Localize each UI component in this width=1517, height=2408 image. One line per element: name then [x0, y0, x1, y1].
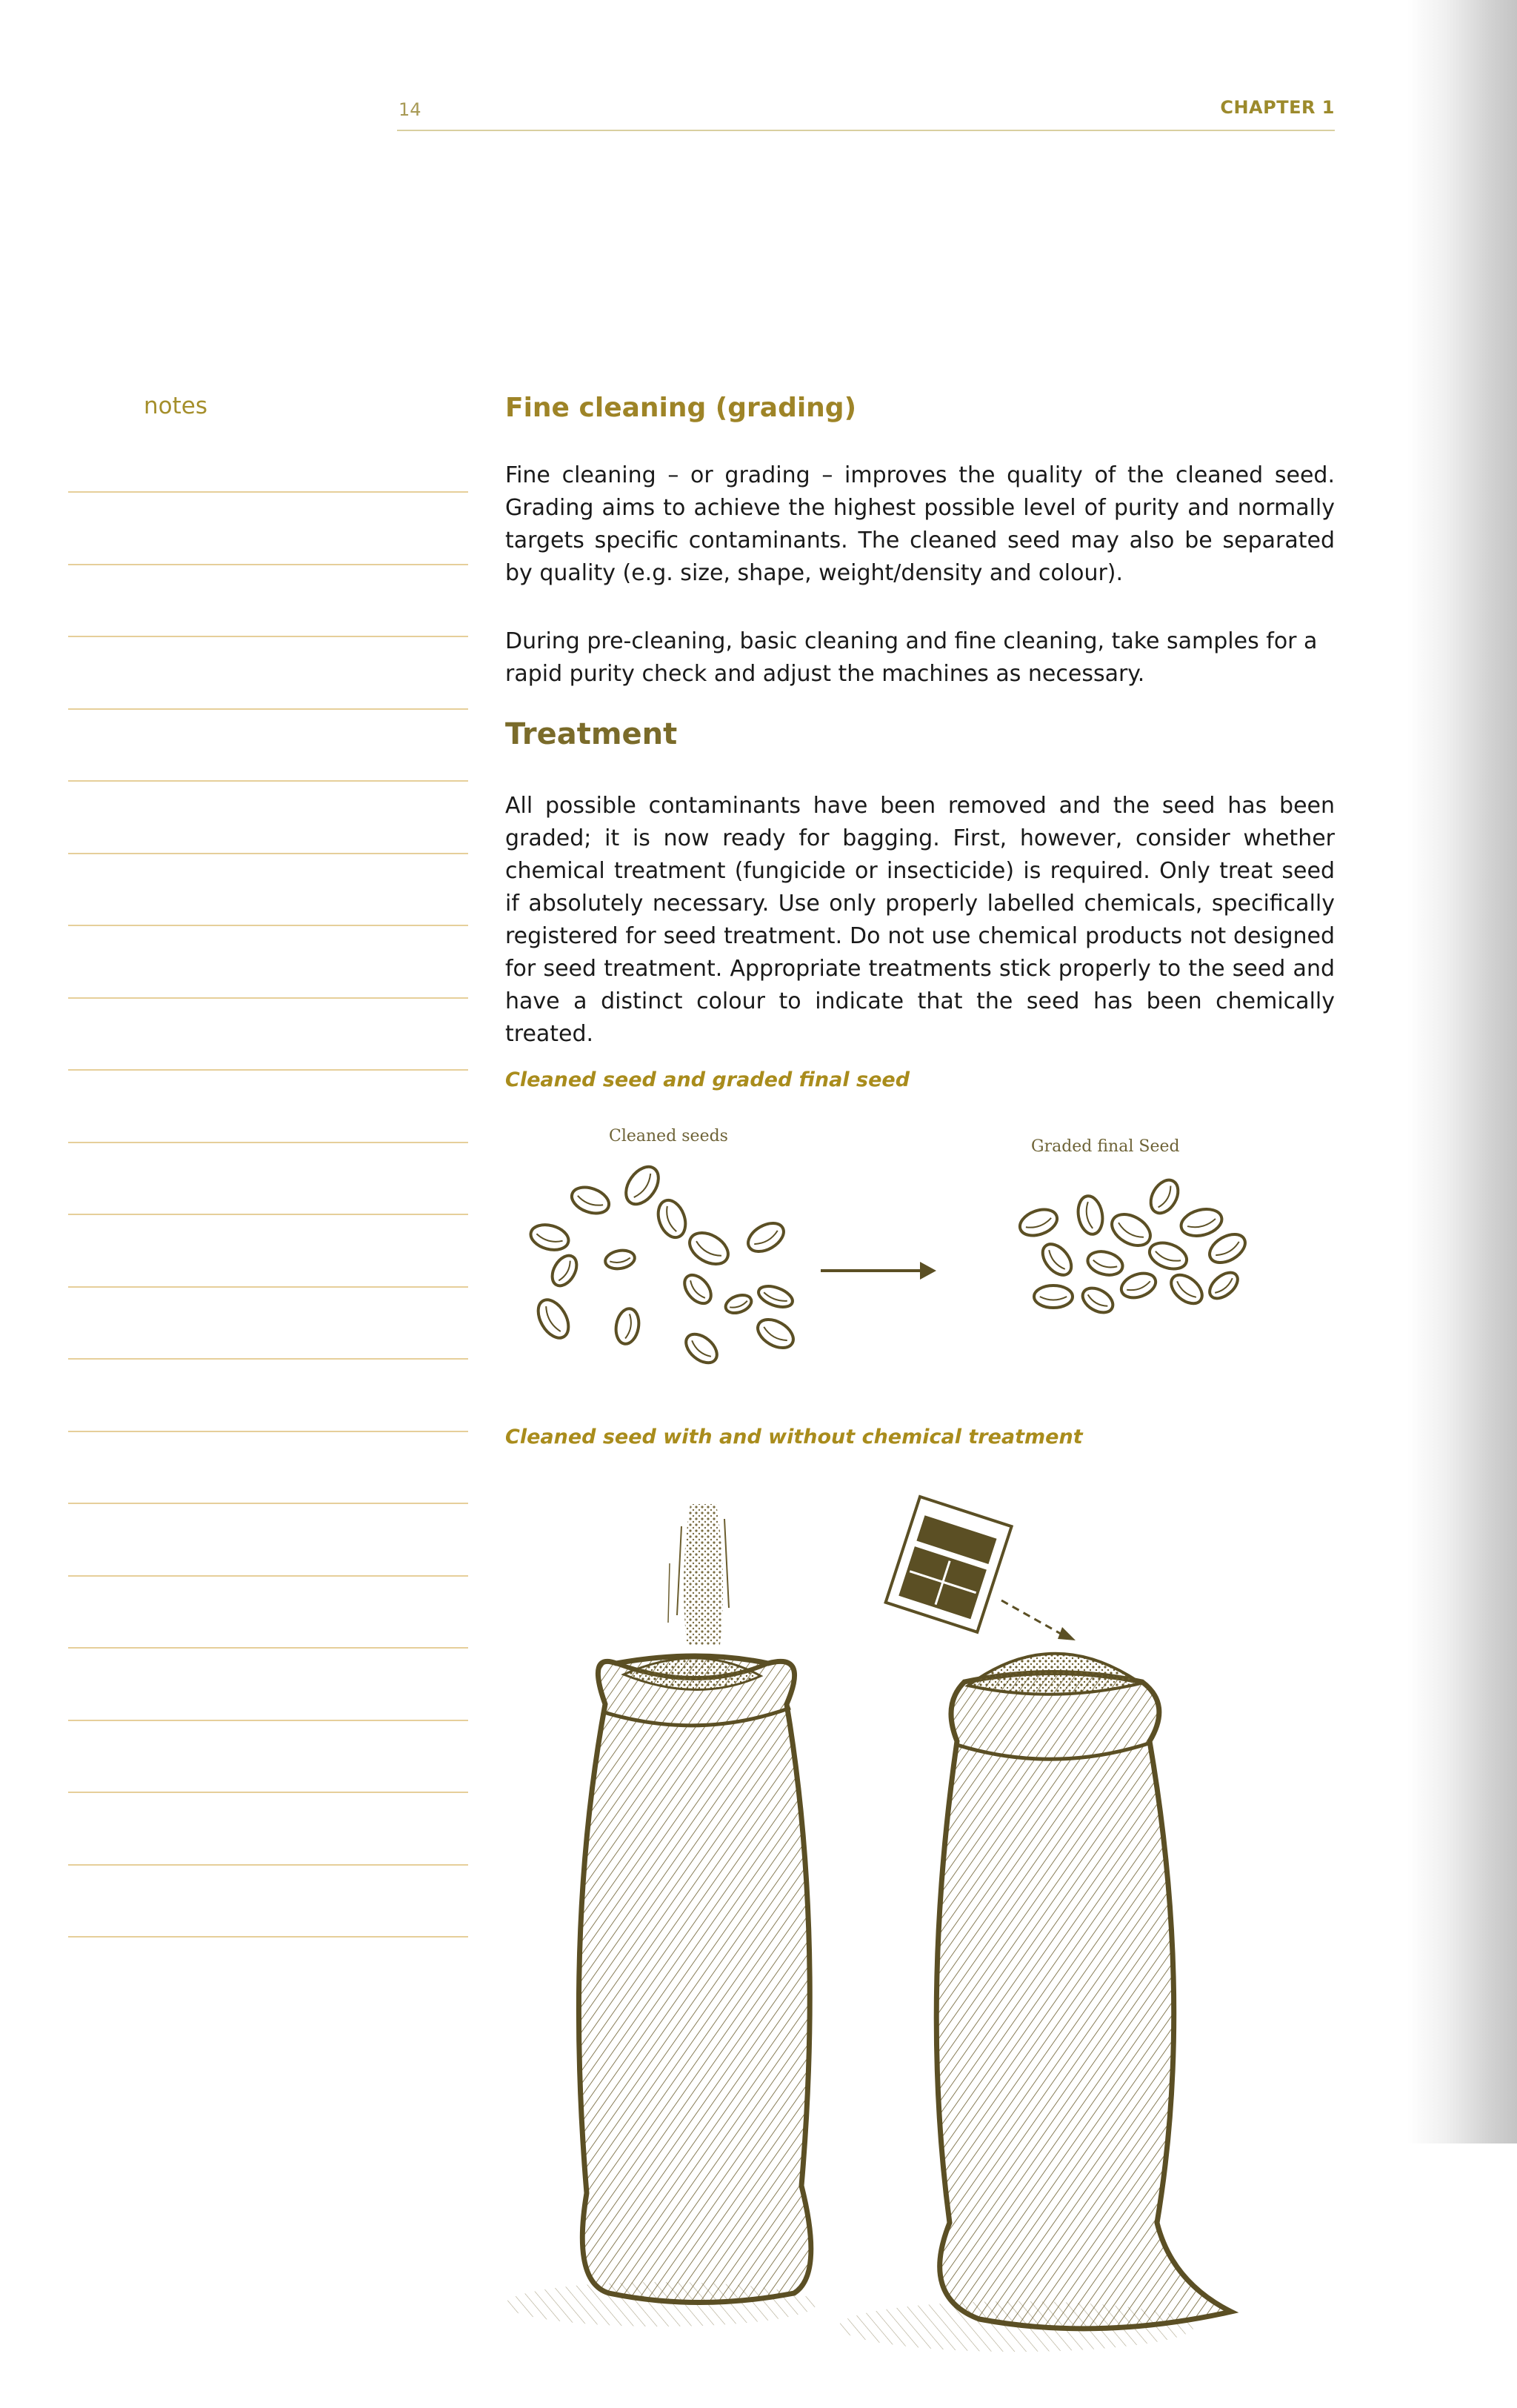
falling-seeds-stream [668, 1504, 729, 1645]
notes-line [68, 1936, 468, 1938]
notes-line [68, 1431, 468, 1432]
figure-caption: Cleaned seed and graded final seed [505, 1068, 910, 1091]
seed-icon [1076, 1194, 1106, 1237]
seed-icon [1118, 1269, 1158, 1303]
seed-icon [1078, 1283, 1117, 1317]
seed-icon [681, 1328, 722, 1368]
seed-icon [1166, 1269, 1207, 1309]
notes-line [68, 1647, 468, 1649]
seed-icon [1178, 1205, 1225, 1240]
notes-line [68, 1720, 468, 1721]
chemical-packet-icon [886, 1497, 1012, 1632]
seed-icon [1205, 1268, 1242, 1303]
notes-line [68, 997, 468, 999]
untreated-seed-bag [579, 1656, 810, 2303]
arrow-icon [1001, 1600, 1076, 1640]
figure-caption: Cleaned seed with and without chemical treatment [505, 1426, 1083, 1449]
seed-icon [619, 1161, 665, 1211]
section-title-treatment: Treatment [505, 717, 678, 751]
seed-icon [753, 1314, 798, 1354]
notes-line [68, 1575, 468, 1577]
seed-icon [684, 1226, 733, 1270]
figure-label-graded: Graded final Seed [1031, 1137, 1180, 1156]
seed-icon [1037, 1239, 1077, 1280]
chapter-label: CHAPTER 1 [1220, 97, 1335, 118]
figure-label-cleaned: Cleaned seeds [609, 1127, 728, 1145]
paragraph: All possible contaminants have been removed and the seed has been graded; it is now ready for bagging. First, however, consider whether chemical treatment (fungicide or insecticide) is required. Only treat seed if absolutely necessary. Use only properly labelled chemicals, specifically registered for seed treatment. Do not use chemical products not designed for seed treatment. Appropriate treatments stick properly to the seed and have a distinct colour to indicate that the seed has been chemically treated. [505, 793, 1335, 1047]
notes-line [68, 564, 468, 565]
seed-icon [547, 1251, 581, 1290]
seed-bags-illustration [505, 1482, 1335, 2408]
notes-line [68, 491, 468, 493]
seed-icon [1107, 1208, 1156, 1251]
section-title-fine-cleaning: Fine cleaning (grading) [505, 393, 857, 423]
treated-seed-bag [936, 1654, 1231, 2329]
seed-icon [568, 1183, 613, 1218]
seed-icon [756, 1283, 795, 1311]
notes-line [68, 1792, 468, 1793]
notes-line [68, 636, 468, 637]
seed-icon [604, 1248, 636, 1271]
notes-line [68, 780, 468, 782]
page-edge-shadow [1407, 0, 1517, 2143]
notes-line [68, 1503, 468, 1504]
notes-line [68, 1069, 468, 1071]
paragraph: Fine cleaning – or grading – improves the quality of the cleaned seed. Grading aims to achieve the highest possible level of purity and normally targets specific contaminants. The cleaned seed may also be separated by quality (e.g. size, shape, weight/density and colour). [505, 462, 1335, 586]
seed-icon [1085, 1248, 1125, 1278]
seed-icon [613, 1307, 641, 1346]
notes-line [68, 1286, 468, 1288]
seed-icon [1204, 1228, 1250, 1268]
seed-icon [1145, 1175, 1184, 1218]
seed-icon [1016, 1205, 1061, 1240]
seed-icon [679, 1270, 716, 1308]
paragraph: During pre-cleaning, basic cleaning and fine cleaning, take samples for a rapid purity check and adjust the machines as necessary. [505, 628, 1318, 687]
seed-icon [1146, 1238, 1190, 1274]
seed-icon [743, 1217, 788, 1257]
cleaned-seeds-group [528, 1161, 798, 1368]
notes-line [68, 1358, 468, 1360]
notes-label: notes [144, 393, 207, 419]
seed-grading-illustration [505, 1111, 1335, 1393]
header-rule [397, 130, 1335, 131]
graded-seeds-group [1016, 1175, 1250, 1317]
notes-line [68, 853, 468, 854]
seed-icon [532, 1294, 574, 1343]
seed-icon [723, 1292, 753, 1317]
seed-icon [528, 1221, 572, 1254]
seed-icon [653, 1197, 690, 1241]
notes-line [68, 1142, 468, 1143]
page-number: 14 [399, 99, 421, 120]
arrow-icon [821, 1262, 936, 1280]
notes-line [68, 925, 468, 926]
seed-icon [1034, 1286, 1073, 1308]
notes-lines [68, 0, 468, 2143]
notes-line [68, 1214, 468, 1215]
notes-line [68, 708, 468, 710]
notes-line [68, 1864, 468, 1866]
